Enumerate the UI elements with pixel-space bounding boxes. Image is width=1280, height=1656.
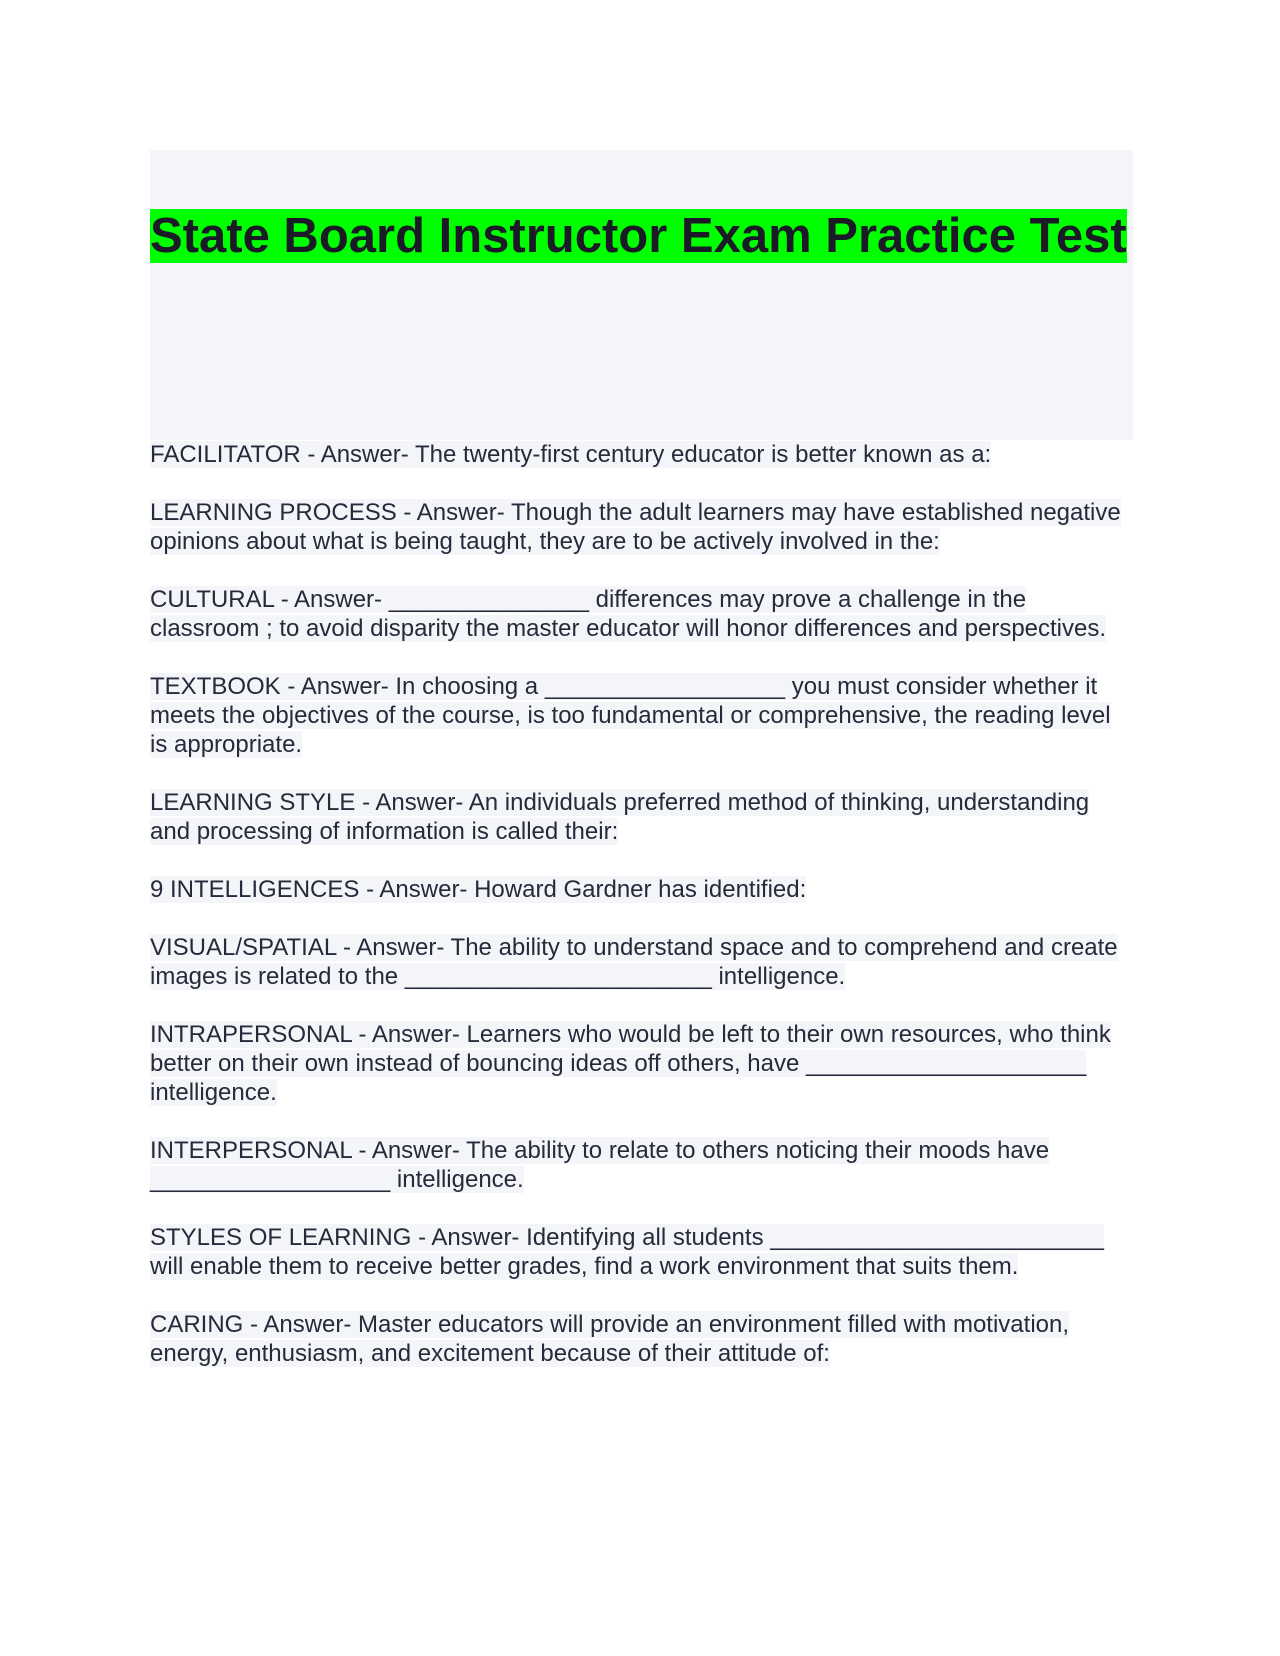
qa-entry: CARING - Answer- Master educators will provide an environment filled with motivation, energy, enthusiasm, and excitement because of their attitude of: [150, 1311, 1070, 1367]
document-page [150, 150, 1133, 1397]
qa-entry: 9 INTELLIGENCES - Answer- Howard Gardner has identified: [150, 876, 807, 903]
qa-entry: VISUAL/SPATIAL - Answer- The ability to understand space and to comprehend and create images is related to the _______________________ intelligence. [150, 934, 1118, 990]
qa-entry: INTERPERSONAL - Answer- The ability to relate to others noticing their moods have __________________ intelligence. [150, 1137, 1050, 1193]
qa-entry: TEXTBOOK - Answer- In choosing a __________________ you must consider whether it meets the objectives of the course, is too fundamental or comprehensive, the reading level is appropriate. [150, 673, 1111, 758]
document-title [150, 207, 1133, 265]
qa-entry: FACILITATOR - Answer- The twenty-first century educator is better known as a: [150, 441, 992, 468]
qa-entry: STYLES OF LEARNING - Answer- Identifying all students _________________________ will enable them to receive better grades, find a work environment that suits them. [150, 1224, 1104, 1280]
qa-entry: CULTURAL - Answer- _______________ differences may prove a challenge in the classroom ; to avoid disparity the master educator will honor differences and perspectives. [150, 586, 1107, 642]
qa-entry: LEARNING STYLE - Answer- An individuals preferred method of thinking, understanding and processing of information is called their: [150, 789, 1090, 845]
qa-entry: LEARNING PROCESS - Answer- Though the adult learners may have established negative opinions about what is being taught, they are to be actively involved in the: [150, 499, 1121, 555]
qa-entry: INTRAPERSONAL - Answer- Learners who would be left to their own resources, who think better on their own instead of bouncing ideas off others, have _____________________ intelligence. [150, 1021, 1111, 1106]
qa-list [150, 440, 1133, 1368]
title-block [150, 150, 1133, 440]
document-title-text: State Board Instructor Exam Practice Test [150, 209, 1127, 263]
